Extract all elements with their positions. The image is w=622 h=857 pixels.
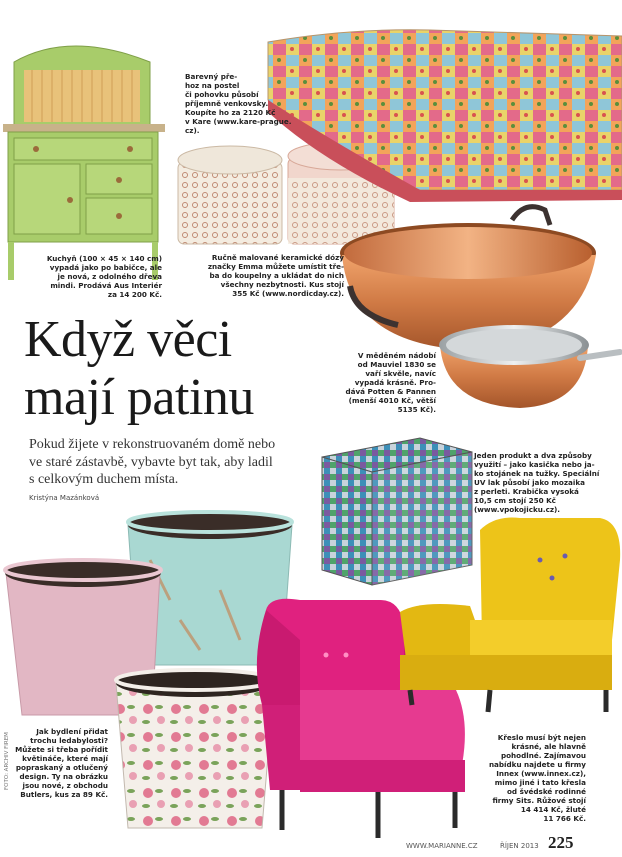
headline-line-2: mají patinu: [24, 369, 254, 426]
floral-pot-illustration: [116, 669, 274, 828]
saute-pan-illustration: [439, 325, 620, 408]
footer-issue: ŘÍJEN 2013: [500, 842, 539, 850]
cupboard-illustration: [3, 46, 165, 280]
page-number: 225: [548, 833, 574, 852]
cupboard-caption: Kuchyň (100 × 45 × 140 cm) vypadá jako po babičce, ale je nová, z odolného dřeva mindi. Prodává Aus Interiér za 14 200 Kč.: [46, 254, 162, 299]
mosaic-box-illustration: [322, 438, 472, 585]
pots-caption: V měděném nádobí od Mauviel 1830 se vaří skvěle, navíc vypadá krásně. Pro- dává Potten & Pannen (menší 4010 Kč, větší 5135 Kč).: [345, 351, 436, 414]
footer-website[interactable]: WWW.MARIANNE.CZ: [406, 842, 478, 850]
blanket-caption: Barevný pře- hoz na postel či pohovku působí příjemně venkovsky. Koupíte ho za 2120 Kč v Kare (www.kare-prague. cz).: [185, 72, 292, 135]
author-byline: Kristýna Mazánková: [29, 494, 100, 502]
headline-line-1: Když věci: [24, 311, 232, 368]
lead-paragraph: Pokud žijete v rekonstruovaném domě nebo ve staré zástavbě, vybavte byt tak, aby ladil s celkovým duchem místa.: [29, 437, 276, 487]
boxes-caption: Ručně malované keramické dózy značky Emma můžete umístit tře- ba do koupelny a ukládat do nich všechny nezbytnosti. Kus stojí 355 Kč (www.nordicday.cz).: [207, 253, 344, 298]
mosaic-caption: Jeden produkt a dva způsoby využití – jako kasička nebo ja- ko stojánek na tužky. Speciální UV lak působí jako mozaika z perleti. Krabička vysoká 10,5 cm stojí 250 Kč (www.vpokojicku.cz).: [474, 451, 600, 514]
photo-credit: FOTO: ARCHIV FIREM: [4, 732, 10, 790]
flowerpots-caption: Jak bydlení přidat trochu ledabylosti? Můžete si třeba pořídit květináče, které mají popraskaný a otlučený design. Ty na obrázku jsou nové, z obchodu Butlers, kus za 89 Kč.: [15, 727, 108, 799]
chairs-caption: Křeslo musí být nejen krásné, ale hlavně pohodlné. Zajímavou nabídku najdete u firmy Innex (www.innex.cz), mimo jiné i tato křesla od švédské rodinné firmy Sits. Růžové stojí 14 414 Kč, žluté 11 766 Kč.: [488, 733, 586, 823]
